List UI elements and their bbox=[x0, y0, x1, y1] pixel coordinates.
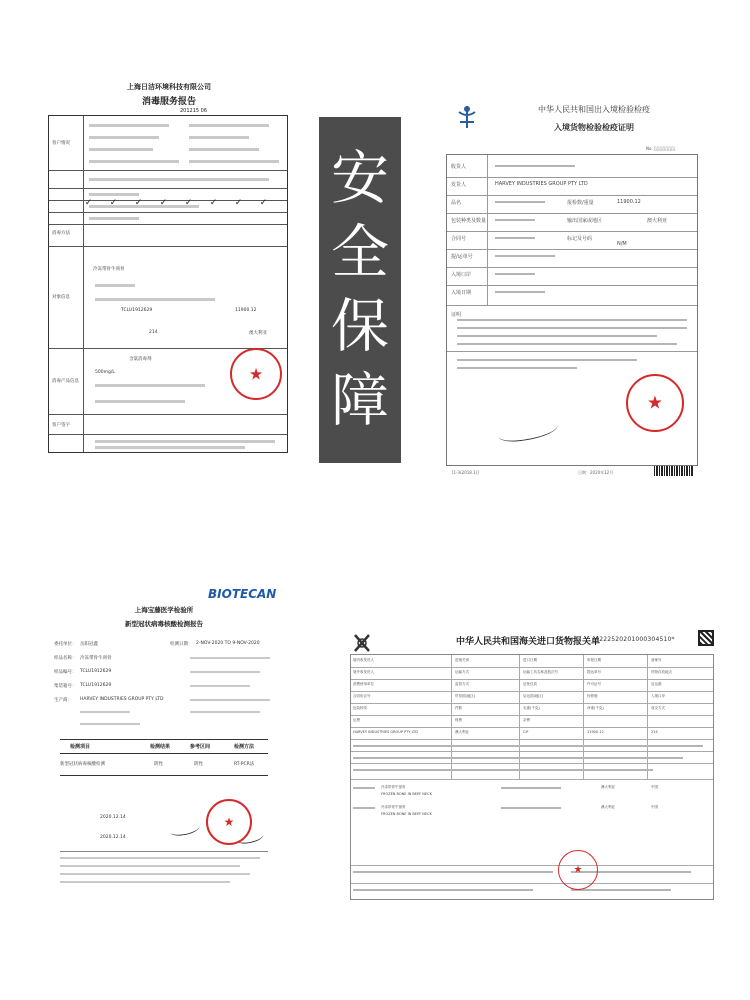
label-client-sign: 客户签字 bbox=[52, 423, 70, 428]
field-value: 11900.12 bbox=[587, 730, 604, 734]
field-value: 214 bbox=[651, 730, 658, 734]
field-label: 运输方式 bbox=[455, 670, 469, 674]
goods-destination: 中国 bbox=[651, 805, 658, 809]
field-label: 进口日期 bbox=[523, 658, 537, 662]
field-label: 进境关别 bbox=[455, 658, 469, 662]
field-label: 毛重(千克) bbox=[523, 706, 540, 710]
field-label: 许可证号 bbox=[587, 682, 601, 686]
label-consignee: 收货人 bbox=[451, 164, 467, 170]
label-contract: 合同号 bbox=[451, 236, 467, 242]
method-checks bbox=[76, 198, 276, 208]
field-value: HARVEY INDUSTRIES GROUP PTY LTD bbox=[353, 730, 418, 734]
customs-declaration bbox=[346, 630, 718, 904]
table-cell: 新型冠状病毒核酸检测 bbox=[60, 762, 105, 767]
field-label: 境内收发货人 bbox=[353, 658, 374, 662]
value-container: TCLU1912629 bbox=[121, 308, 153, 313]
red-seal-stamp: ★ bbox=[230, 348, 282, 400]
red-seal-stamp: ★ bbox=[206, 799, 252, 845]
label-quantity: 报检数/重量 bbox=[567, 200, 594, 206]
label-disinfectant: 消毒产品信息 bbox=[52, 379, 79, 384]
table-cell: RT-PCR法 bbox=[234, 762, 255, 767]
field-key: 检测日期： bbox=[170, 642, 193, 647]
field-value: 澳大利亚 bbox=[455, 730, 469, 734]
field-label: 货物存放地点 bbox=[651, 670, 672, 674]
signature bbox=[169, 821, 200, 837]
field-value: CIF bbox=[523, 730, 529, 734]
field-label: 经停港 bbox=[587, 694, 598, 698]
check-mark: ✓ bbox=[234, 198, 243, 208]
covid-test-report bbox=[40, 575, 288, 895]
value-weight: 11900.12 bbox=[235, 308, 257, 313]
field-label: 合同协议号 bbox=[353, 694, 371, 698]
goods-name: 冷冻带骨牛颈骨 bbox=[381, 785, 406, 789]
check-mark: ✓ bbox=[134, 198, 143, 208]
value-weight: 11900.12 bbox=[617, 199, 641, 205]
field-value: TCLU1912629 bbox=[80, 669, 112, 674]
field-label: 入境口岸 bbox=[651, 694, 665, 698]
certificate-title-2: 入境货物检验检疫证明 bbox=[554, 123, 634, 132]
inspection-certificate bbox=[428, 92, 710, 484]
value-origin: 澳大利亚 bbox=[249, 331, 267, 336]
label-packaging: 包装种类及数量 bbox=[451, 218, 487, 224]
customs-logo-icon bbox=[352, 632, 372, 654]
goods-origin: 澳大利亚 bbox=[601, 805, 615, 809]
goods-name: 冷冻带骨牛颈骨 bbox=[381, 805, 406, 809]
footer-code: [1-3(2018.1)] bbox=[452, 470, 479, 475]
value-country: 澳大利亚 bbox=[647, 218, 668, 224]
biotecan-logo: BIOTECAN bbox=[208, 587, 277, 601]
field-key: 样品编号： bbox=[54, 670, 77, 675]
field-label: 成交方式 bbox=[651, 706, 665, 710]
check-mark: ✓ bbox=[159, 198, 168, 208]
safety-banner bbox=[319, 117, 401, 463]
field-key: 生产商： bbox=[54, 698, 72, 703]
field-label: 监管方式 bbox=[455, 682, 469, 686]
value-shipper: HARVEY INDUSTRIES GROUP PTY LTD bbox=[495, 181, 588, 187]
field-label: 消费使用单位 bbox=[353, 682, 374, 686]
field-value: TCLU1912629 bbox=[80, 683, 112, 688]
field-label: 备案号 bbox=[651, 658, 662, 662]
label-country: 输出国家或地区 bbox=[567, 218, 603, 224]
banner-char: 安 bbox=[330, 144, 389, 212]
check-mark: ✓ bbox=[109, 198, 118, 208]
label-marks: 标记及号码 bbox=[567, 236, 593, 242]
label-shipper: 发货人 bbox=[451, 182, 467, 188]
report-date: 2020.12.14 bbox=[100, 835, 126, 840]
goods-name-en: FROZEN BONE IN BEEF NECK bbox=[381, 792, 432, 796]
report-company: 上海日洁环境科技有限公司 bbox=[127, 83, 211, 91]
banner-char: 保 bbox=[330, 292, 389, 360]
field-label: 保费 bbox=[455, 718, 462, 722]
goods-destination: 中国 bbox=[651, 785, 658, 789]
field-key: 委托单位： bbox=[54, 642, 77, 647]
field-label: 运费 bbox=[353, 718, 360, 722]
field-key: 集装箱号： bbox=[54, 684, 77, 689]
field-label: 净重(千克) bbox=[587, 706, 604, 710]
label-goods: 品名 bbox=[451, 200, 462, 206]
red-seal-stamp: ★ bbox=[626, 374, 684, 432]
field-label: 启运港 bbox=[651, 682, 662, 686]
table-header: 参考区间 bbox=[190, 744, 211, 750]
label-bill: 提/运单号 bbox=[451, 254, 473, 260]
table-header: 检测方法 bbox=[234, 744, 255, 750]
field-key: 样品名称： bbox=[54, 656, 77, 661]
certificate-title-1: 中华人民共和国出入境检验检疫 bbox=[538, 105, 650, 114]
qr-code-icon bbox=[698, 630, 714, 646]
report-table bbox=[48, 115, 288, 453]
value-marks: N/M bbox=[617, 241, 627, 247]
value-quantity: 214 bbox=[149, 330, 158, 335]
goods-origin: 澳大利亚 bbox=[601, 785, 615, 789]
field-label: 杂费 bbox=[523, 718, 530, 722]
certificate-number: No. ░░░░░░░ bbox=[646, 146, 676, 151]
field-label: 贸易国(地区) bbox=[455, 694, 476, 698]
report-number: 201215 06 bbox=[180, 108, 208, 114]
ciq-logo-icon bbox=[456, 104, 478, 130]
field-label: 提运单号 bbox=[587, 670, 601, 674]
check-mark: ✓ bbox=[259, 198, 268, 208]
label-port: 入境口岸 bbox=[451, 272, 472, 278]
field-label: 征免性质 bbox=[523, 682, 537, 686]
label-method: 消毒方法 bbox=[52, 231, 70, 236]
field-label: 境外收发货人 bbox=[353, 670, 374, 674]
table-cell: 阴性 bbox=[194, 762, 203, 767]
report-title: 消毒服务报告 bbox=[141, 97, 196, 107]
barcode bbox=[654, 466, 694, 476]
value-product: 冷冻带骨牛颈骨 bbox=[93, 267, 125, 272]
field-label: 申报日期 bbox=[587, 658, 601, 662]
report-date: 2020.12.14 bbox=[100, 815, 126, 820]
footer-date: 日期：2020年12月 bbox=[578, 470, 614, 475]
table-cell: 阴性 bbox=[154, 762, 163, 767]
declaration-title: 中华人民共和国海关进口货物报关单 bbox=[456, 637, 601, 647]
field-value: 岳阳冠鑫 bbox=[80, 642, 98, 647]
declaration-code: *222520201000304510* bbox=[596, 636, 675, 643]
disinfection-report bbox=[40, 80, 298, 458]
field-label: 启运国(地区) bbox=[523, 694, 544, 698]
field-label: 运输工具名称及航次号 bbox=[523, 670, 558, 674]
label-date: 入境日期 bbox=[451, 290, 472, 296]
report-title: 新型冠状病毒核酸检测报告 bbox=[125, 620, 203, 628]
value-concentration: 500mg/L bbox=[95, 370, 115, 375]
goods-name-en: FROZEN BONE IN BEEF NECK bbox=[381, 812, 432, 816]
red-seal-stamp: ★ bbox=[558, 850, 598, 890]
check-mark: ✓ bbox=[209, 198, 218, 208]
table-header: 检测结果 bbox=[150, 744, 171, 750]
field-value: 冷冻带骨牛颈骨 bbox=[80, 656, 112, 661]
field-value: HARVEY INDUSTRIES GROUP PTY LTD bbox=[80, 697, 164, 702]
value-disinfectant: 含氯消毒剂 bbox=[129, 357, 152, 362]
label-proof: 证明 bbox=[451, 312, 462, 318]
label-client-info: 客户情况 bbox=[52, 141, 70, 146]
banner-char: 障 bbox=[330, 366, 389, 434]
label-object: 对象信息 bbox=[52, 295, 70, 300]
institute-name: 上海宝藤医学检验所 bbox=[134, 606, 194, 614]
table-header: 检测项目 bbox=[70, 744, 91, 750]
banner-char: 全 bbox=[330, 218, 389, 286]
field-value: 2-NOV-2020 TO 9-NOV-2020 bbox=[196, 641, 260, 646]
check-mark: ✓ bbox=[84, 198, 93, 208]
field-label: 件数 bbox=[455, 706, 462, 710]
field-label: 包装种类 bbox=[353, 706, 367, 710]
declaration-table bbox=[350, 654, 714, 900]
check-mark: ✓ bbox=[184, 198, 193, 208]
